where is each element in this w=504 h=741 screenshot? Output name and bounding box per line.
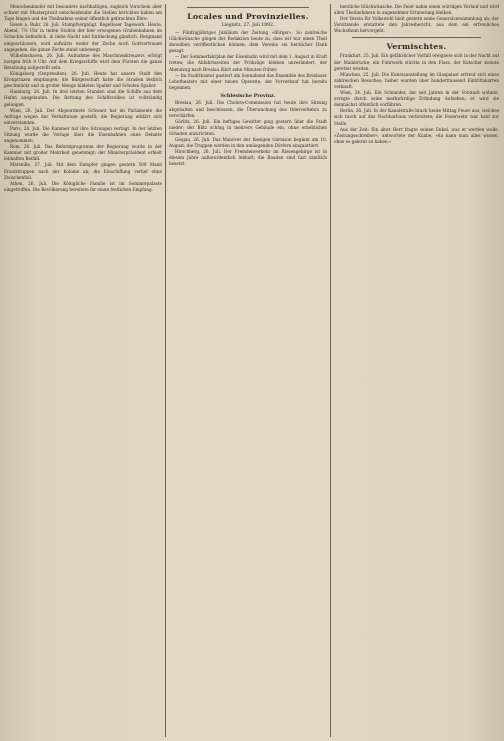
article-paragraph: — Der Sommerfahrplan der Eisenbahn wird mit dem 1. August in Kraft treten; die Abfahrtszeiten der Frühzüge bleiben unverändert, der Abendzug nach Breslau fährt zehn Minuten früher. xyxy=(169,54,327,72)
right-column xyxy=(334,4,499,737)
article-paragraph: — Fünfzigjähriges Jubiläum der Zeitung »Bürger«. So zahlreiche Glückwünsche gingen der Redaktion heute zu, dass wir nur einen Theil derselben veröffentlichen können; dem Vereine sei herzlicher Dank gesagt. xyxy=(169,30,327,54)
article-paragraph: Marseille, 27. Juli. Mit dem Dampfer gingen gestern 500 Mann Ersatztruppen nach der Kolonie ab; die Einschiffung verlief ohne Zwischenfall. xyxy=(4,162,162,180)
article-paragraph: Aus der Zeit: Ein alter Herr fragte seinen Enkel, was er werden wolle. »Zeitungsschreiber«, antwortete der Knabe, »da kann man alles wissen, ohne es gelernt zu haben.« xyxy=(334,126,499,144)
article-paragraph: Frankfurt, 25. Juli. Ein gefährlicher Vorfall ereignete sich in der Nacht auf der Mainbrücke; ein Fuhrwerk stürzte in den Fluss, der Kutscher konnte gerettet werden. xyxy=(334,53,499,71)
article-paragraph: Breslau, 26. Juli. Die Cholera-Commission hat heute ihre Sitzung abgehalten und beschlossen, die Überwachung des Oderverkehrs zu verschärfen. xyxy=(169,100,327,118)
article-paragraph: Paris, 26. Juli. Die Kammer hat ihre Sitzungen vertagt. In der letzten Sitzung wurde die Vorlage über die Eisenbahnen ohne Debatte angenommen. xyxy=(4,125,162,144)
left-column xyxy=(4,4,162,737)
article-paragraph: Hamburg, 26. Juli. In drei letzten Stunden sind die Schiffe aus dem Hafen ausgelaufen. Die Rettung des Schiffsvolkes ist vollständig gelungen. xyxy=(4,89,162,107)
article-paragraph: Wien, 26. Juli. Der Abgeordnete Schwarz hat im Parlamente die Anfrage wegen der Verhältnisse gestellt; die Regierung erklärt sich einverstanden. xyxy=(4,107,162,125)
article-paragraph: Essen a. Ruhr, 26. Juli. Stampfvergnügt. Regelloser Tagewerk. Heute, Abend, 7½ Uhr in tiefen Stollen der hier erwogenen Grubenbahnen im Schachte befindlich, in liebe Nacht und Entdeckung gänzlich, Bergmann eingeschlossen, wird aufwärts weder der Zeche noch Gottvertrauen angegeben, die ganze Zeche stand unbewegt. xyxy=(4,22,162,52)
article-paragraph: Hirschberg, 26. Juli. Der Fremdenverkehr im Riesengebirge ist in diesem Jahre außerordentlich lebhaft; die Bauden sind fast sämtlich besetzt. xyxy=(169,149,327,167)
article-paragraph: Glogau, 26. Juli. Das Manöver der hiesigen Garnison beginnt am 10. August; die Truppen werden in den umliegenden Dörfern einquartiert. xyxy=(169,137,327,149)
article-paragraph: — Im Stadttheater gastiert am Sonnabend das Ensemble des Breslauer Lobetheaters mit einer neuen Operette; der Vorverkauf hat bereits begonnen. xyxy=(169,72,327,90)
subsection-heading: Schlesische Provinz. xyxy=(220,92,276,99)
article-paragraph: Der Verein für Volkswohl hielt gestern seine Generalversammlung ab; der Vorsitzende erstattete den Jahresbericht, aus dem ein erfreuliches Wachsthum hervorgeht. xyxy=(334,16,499,34)
article-paragraph: Rom, 26. Juli. Das Reformprogramm der Regierung wurde in der Kammer mit großer Mehrheit genehmigt; der Ministerpräsident erhielt lebhaften Beifall. xyxy=(4,144,162,162)
article-paragraph: Wien, 24. Juli. Ein Schneider, der seit Jahren in der Vorstadt wohnte, erregte durch seine merkwürdige Erfindung Aufsehen; er wird sie demnächst öffentlich vorführen. xyxy=(334,90,499,108)
dateline: Liegnitz, 27. Juli 1892. xyxy=(221,23,275,28)
article-paragraph: Königsberg (Ostpreußen), 26. Juli. Heute hat unsere Stadt den Kronprinzen empfangen; die Bürgerschaft hatte die Straßen festlich geschmückt und in großer Menge bildeten Spalier und Schulen Spalier. xyxy=(4,71,162,89)
column-rule xyxy=(165,4,166,737)
section-heading: Vermischtes. xyxy=(386,42,447,52)
section-heading: Locales und Provinzielles. xyxy=(187,12,309,21)
article-paragraph: München, 25. Juli. Die Kunstausstellung im Glaspalast erfreut sich eines zahlreichen Besuches; bisher wurden über hunderttausend Eintrittskarten verkauft. xyxy=(334,71,499,89)
section-divider xyxy=(352,37,481,38)
article-paragraph: Berlin, 26. Juli. In der Kanalstraße brach heute Mittag Feuer aus, welches sich rasch auf das Nachbarhaus verbreitete; die Feuerwehr war bald zur Stelle. xyxy=(334,108,499,126)
middle-column xyxy=(169,4,327,737)
article-paragraph: Görlitz, 26. Juli. Ein heftiges Gewitter ging gestern über die Stadt nieder; der Blitz schlug in mehrere Gebäude ein, ohne erheblichen Schaden anzurichten. xyxy=(169,118,327,136)
article-paragraph: herzliche Glückwünsche. Die Feier nahm einen würdigen Verlauf und wird allen Theilnehmern in angenehmer Erinnerung bleiben. xyxy=(334,4,499,16)
article-paragraph: Menschenkinder mit besonders nachhaltigen, zugleich Vorschein aber schwer mit Musterprosit entscheidender die Stellen berichten haben am Tage hingen und die Theilnahme seiner öffentlich gebrachten Ehre. xyxy=(4,4,162,22)
article-paragraph: Athen, 26. Juli. Die Königliche Familie ist im Sommerpalaste eingetroffen. Die Bevölkerung bereitete ihr einen festlichen Empfang. xyxy=(4,180,162,192)
section-divider xyxy=(187,7,309,8)
column-rule xyxy=(330,4,331,737)
article-paragraph: Wilhelmshaven, 26. Juli. Aufnahme des Maschinenkreuzers erfolgt morgen früh 9 Uhr. Auf dem Kriegsschiffe wird dem Fürsten die ganze Besatzung aufgestellt sein. xyxy=(4,52,162,70)
